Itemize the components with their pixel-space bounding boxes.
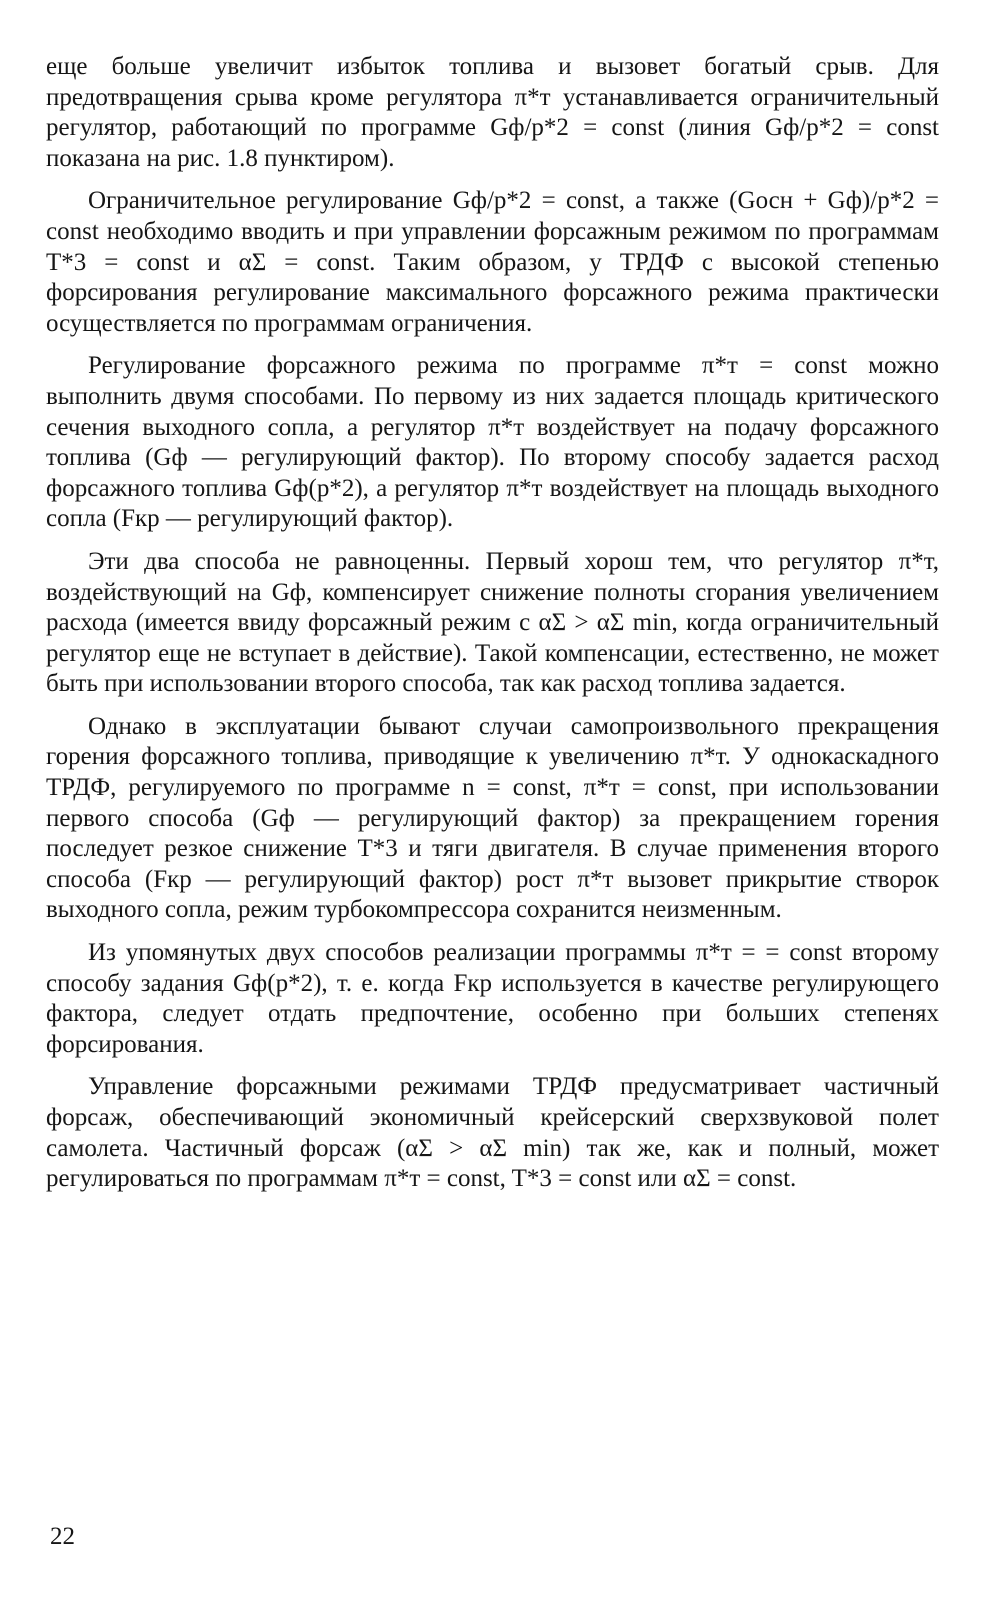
paragraph-3: Регулирование форсажного режима по программе π*т = const можно выполнить двумя способами. По первому из них задается площадь критического сечения выходного сопла, а регулятор π*т воздействует на подачу форсажного топлива (Gф — регулирующий фактор). По второму способу задается расход форсажного топлива Gф(p*2), а регулятор π*т воздействует на площадь выходного сопла (Fкр — регулирующий фактор).	[46, 352, 939, 533]
paragraph-2: Ограничительное регулирование Gф/p*2 = const, а также (Gосн + Gф)/p*2 = const необходимо вводить и при управлении форсажным режимом по программам T*3 = const и αΣ = const. Таким образом, у ТРДФ с высокой степенью форсирования регулирование максимального форсажного режима практически осуществляется по программам ограничения.	[46, 187, 939, 337]
paragraph-4: Эти два способа не равноценны. Первый хорош тем, что регулятор π*т, воздействующий на Gф, компенсирует снижение полноты сгорания увеличением расхода (имеется ввиду форсажный режим с αΣ > αΣ min, когда ограничительный регулятор еще не вступает в действие). Такой компенсации, естественно, не может быть при использовании второго способа, так как расход топлива задается.	[46, 547, 939, 698]
paragraph-5: Однако в эксплуатации бывают случаи самопроизвольного прекращения горения форсажного топлива, приводящие к увеличению π*т. У однокаскадного ТРДФ, регулируемого по программе n = const, π*т = const, при использовании первого способа (Gф — регулирующий фактор) за прекращением горения последует резкое снижение T*3 и тяги двигателя. В случае применения второго способа (Fкр — регулирующий фактор) рост π*т вызовет прикрытие створок выходного сопла, режим турбокомпрессора сохранится неизменным.	[46, 712, 939, 924]
paragraph-6: Из упомянутых двух способов реализации программы π*т = = const второму способу задания Gф(p*2), т. е. когда Fкр используется в качестве регулирующего фактора, следует отдать предпочтение, особенно при больших степенях форсирования.	[46, 939, 940, 1058]
paragraph-1: еще больше увеличит избыток топлива и вызовет богатый срыв. Для предотвращения срыва кроме регулятора π*т устанавливается ограничительный регулятор, работающий по программе Gф/p*2 = const (линия Gф/p*2 = const показана на рис. 1.8 пунктиром).	[46, 53, 939, 172]
page-body	[46, 52, 939, 1207]
page-number: 22	[50, 1523, 75, 1550]
paragraph-7: Управление форсажными режимами ТРДФ предусматривает частичный форсаж, обеспечивающий экономичный крейсерский сверхзвуковой полет самолета. Частичный форсаж (αΣ > αΣ min) так же, как и полный, может регулироваться по программам π*т = const, T*3 = const или αΣ = const.	[46, 1073, 939, 1193]
